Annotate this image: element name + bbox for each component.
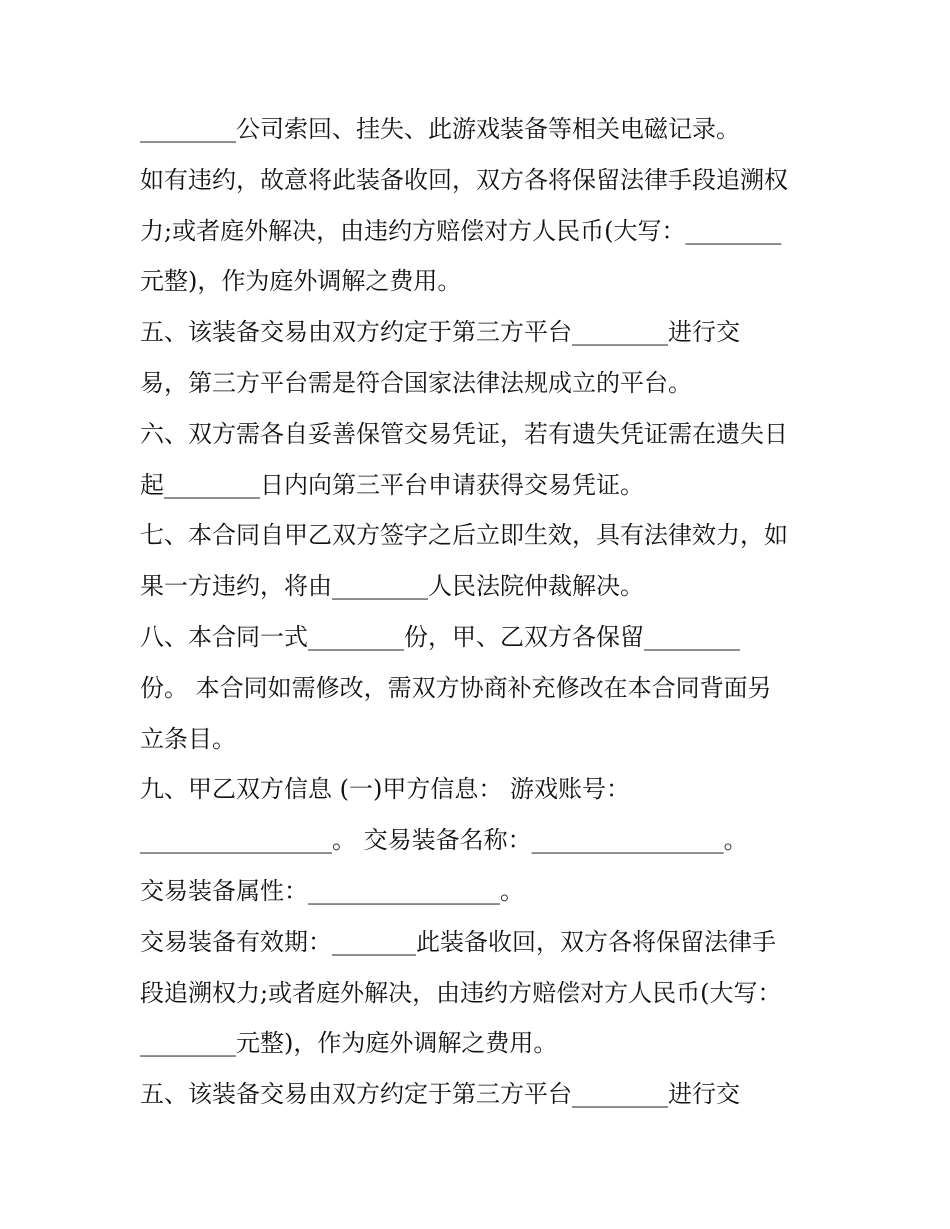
text-line: 九、甲乙双方信息 (一)甲方信息： 游戏账号： (140, 775, 630, 804)
text-line: 份。 本合同如需修改，需双方协商补充修改在本合同背面另 (140, 673, 772, 702)
text-line: 段追溯权力;或者庭外解决，由违约方赔偿对方人民币(大写： (140, 978, 782, 1007)
text-line: 易，第三方平台需是符合国家法律法规成立的平台。 (140, 368, 692, 397)
text-line: 起________日内向第三平台申请获得交易凭证。 (140, 470, 644, 499)
text-line: 五、该装备交易由双方约定于第三方平台________进行交 (140, 318, 740, 347)
text-line: ________元整)，作为庭外调解之费用。 (140, 1029, 558, 1058)
text-line: 交易装备有效期：_______此装备收回，双方各将保留法律手 (140, 927, 776, 956)
document-body (140, 104, 820, 1120)
text-line: 七、本合同自甲乙双方签字之后立即生效，具有法律效力，如 (140, 521, 788, 550)
text-line: 元整)，作为庭外调解之费用。 (140, 267, 462, 296)
text-line: 五、该装备交易由双方约定于第三方平台________进行交 (140, 1080, 740, 1109)
text-line: ________公司索回、挂失、此游戏装备等相关电磁记录。 (140, 115, 740, 143)
text-line: 六、双方需各自妥善保管交易凭证，若有遗失凭证需在遗失日 (140, 419, 788, 448)
text-line: 力;或者庭外解决，由违约方赔偿对方人民币(大写：________ (140, 216, 782, 245)
text-line: 果一方违约，将由________人民法院仲裁解决。 (140, 572, 644, 601)
text-line: 八、本合同一式________份，甲、乙双方各保留________ (140, 622, 740, 651)
text-line: 立条目。 (140, 724, 236, 753)
text-line: 交易装备属性：________________。 (140, 876, 524, 905)
text-line: 如有违约，故意将此装备收回，双方各将保留法律手段追溯权 (140, 165, 788, 194)
text-line: ________________。 交易装备名称：________________。 (140, 826, 748, 855)
